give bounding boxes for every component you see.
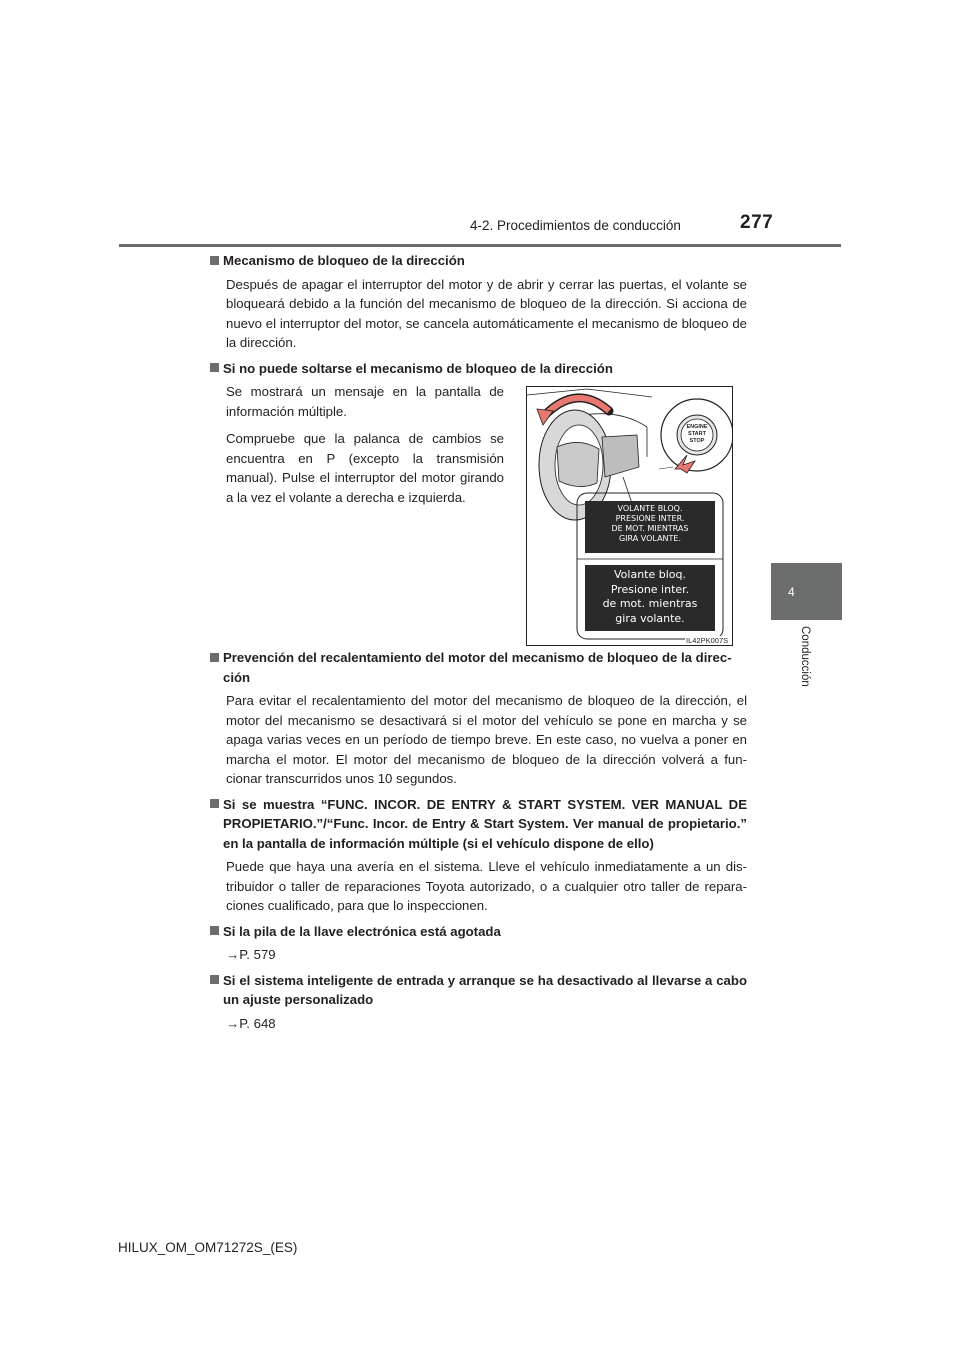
heading-text: Mecanismo de bloqueo de la dirección [223, 253, 465, 268]
display-line: GIRA VOLANTE. [618, 534, 682, 543]
heading-square-icon [210, 799, 219, 808]
button-line: START [688, 431, 706, 437]
section-heading [210, 922, 747, 942]
heading-text: Si la pila de la llave electrónica está agotada [223, 923, 501, 939]
chapter-tab-number: 4 [788, 585, 795, 599]
section-body: Puede que haya una avería en el sistema. Lleve el vehículo inmediatamente a un dis- tribuidor o taller de reparaciones Toyota autorizado, o a cualquier otro taller de repara- ciones cualificado, para que lo inspeccionen. [226, 859, 747, 913]
display-line: VOLANTE BLOQ. [617, 504, 683, 513]
section-body: Se mostrará un mensaje en la pantalla de información múltiple. [226, 384, 504, 419]
header-section-title: 4-2. Procedimientos de conducción [470, 218, 681, 233]
display-line: Volante bloq. [614, 568, 686, 581]
display-line: PRESIONE INTER. [615, 514, 685, 523]
two-column-text [226, 378, 504, 515]
heading-text: Si se muestra “FUNC. INCOR. DE ENTRY & START SYSTEM. VER MANUAL DE PROPIETARIO.”/“Func. Incor. de Entry & Start System. Ver manual de propietario.” en la pantalla de información múltiple (si el vehículo dispone de ello) [223, 796, 747, 851]
chapter-tab-label-box [771, 620, 842, 734]
section-heading [210, 795, 747, 854]
section-heading [210, 251, 747, 271]
section-body: Después de apagar el interruptor del motor y de abrir y cerrar las puertas, el volante se bloqueará debido a la función del mecanismo de bloqueo de la dirección. Si acciona de nuevo el interruptor del motor, se cancela automáticamente el mecanismo de bloqueo de la dirección. [226, 276, 747, 350]
section-heading [210, 971, 747, 1010]
display-line: DE MOT. MIENTRAS [611, 524, 689, 533]
heading-square-icon [210, 975, 219, 984]
display-upper [585, 501, 715, 553]
steering-lock-figure [526, 386, 733, 646]
display-line: Presione inter. [610, 582, 690, 596]
heading-text: Si no puede soltarse el mecanismo de bloqueo de la dirección [223, 360, 613, 376]
chapter-tab [771, 563, 842, 620]
heading-square-icon [210, 363, 219, 372]
heading-square-icon [210, 653, 219, 662]
two-column-block [210, 378, 747, 645]
page-reference: →P. 579 [226, 947, 276, 962]
heading-square-icon [210, 926, 219, 935]
figure-code: IL42PK007S [686, 636, 729, 645]
footer-doc-id: HILUX_OM_OM71272S_(ES) [118, 1240, 298, 1255]
heading-text: Si el sistema inteligente de entrada y arranque se ha desactivado al llevarse a cabo un ajuste personalizado [223, 972, 747, 1007]
page-number: 277 [740, 212, 774, 233]
display-line: gira volante. [615, 611, 685, 625]
page-reference: →P. 648 [226, 1015, 276, 1031]
heading-text: Prevención del recalentamiento del motor del mecanismo de bloqueo de la direc- ción [223, 650, 732, 685]
button-line: ENGINE [686, 424, 708, 430]
section-body: Compruebe que la palanca de cambios se encuentra en P (excepto la transmisión manual). Pulse el interruptor del motor girando a la vez el volante a derecha e izquierda. [226, 431, 504, 505]
chapter-tab-label: Conducción [799, 626, 811, 687]
heading-square-icon [210, 256, 219, 265]
main-content [210, 251, 747, 1033]
section-heading [210, 359, 747, 379]
section-heading [210, 648, 747, 687]
section-body: Para evitar el recalentamiento del motor del mecanismo de bloqueo de la dirección, el motor del mecanismo se desactivará si el motor del vehículo se pone en marcha y se apaga varias veces en un período de tiempo breve. En este caso, no vuelva a poner en marcha el motor. El motor del mecanismo de bloqueo de la dirección volverá a fun- cionar transcurridos unos 10 segundos. [226, 693, 747, 786]
start-stop-button-label [685, 424, 709, 445]
button-line: STOP [689, 438, 705, 444]
display-line: de mot. mientras [602, 597, 698, 610]
display-lower [585, 565, 715, 631]
header-rule [119, 244, 841, 247]
